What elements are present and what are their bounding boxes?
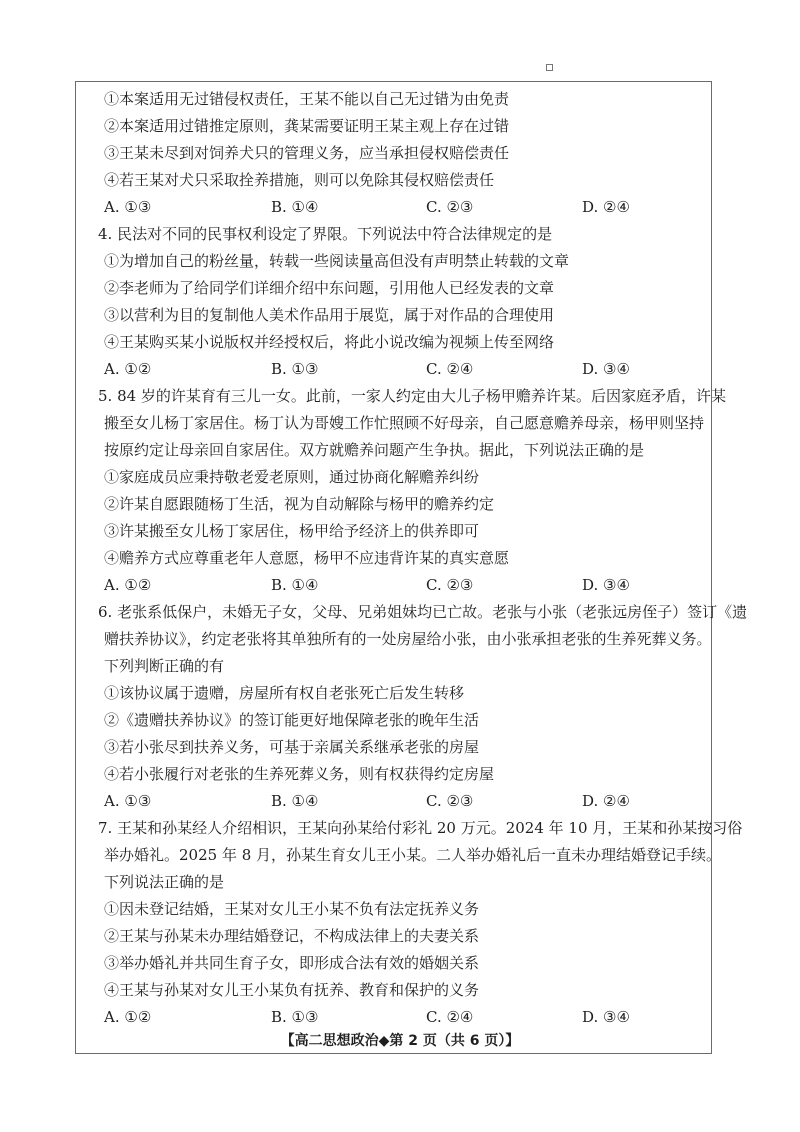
question-4-stem: 4. 民法对不同的民事权利设定了界限。下列说法中符合法律规定的是 — [98, 225, 553, 243]
answer-b: B. ①④ — [271, 576, 319, 594]
answer-c: C. ②④ — [426, 360, 474, 378]
answer-d: D. ③④ — [582, 576, 630, 594]
question-5-option-3: ③许某搬至女儿杨丁家居住，杨甲给予经济上的供养即可 — [104, 522, 480, 540]
question-6-option-1: ①该协议属于遗赠，房屋所有权自老张死亡后发生转移 — [104, 684, 465, 702]
question-3-option-4: ④若王某对犬只采取拴养措施，则可以免除其侵权赔偿责任 — [104, 171, 495, 189]
question-6-stem-line-2: 赠扶养协议》，约定老张将其单独所有的一处房屋给小张，由小张承担老张的生养死葬义务。 — [104, 630, 712, 648]
exam-content — [98, 86, 748, 1031]
answer-c: C. ②③ — [426, 792, 474, 810]
question-5-option-4: ④赡养方式应尊重老年人意愿，杨甲不应违背许某的真实意愿 — [104, 549, 510, 567]
answer-d: D. ②④ — [582, 198, 630, 216]
question-4-answers — [104, 356, 704, 383]
answer-b: B. ①③ — [271, 1008, 319, 1026]
question-7-option-4: ④王某与孙某对女儿王小某负有抚养、教育和保护的义务 — [104, 981, 480, 999]
question-5-stem-line-1: 5. 84 岁的许某育有三儿一女。此前，一家人约定由大儿子杨甲赡养许某。后因家庭矛盾，许某 — [98, 387, 726, 405]
answer-d: D. ③④ — [582, 360, 630, 378]
question-7-options — [104, 896, 704, 1004]
answer-d: D. ③④ — [582, 1008, 630, 1026]
question-3-options — [104, 86, 704, 194]
answer-a: A. ①③ — [104, 792, 152, 810]
question-6-stem-line-1: 6. 老张系低保户，未婚无子女，父母、兄弟姐妹均已亡故。老张与小张（老张远房侄子）签订《遗 — [98, 603, 748, 621]
question-4-options — [104, 248, 704, 356]
question-6-stem-line-3: 下列判断正确的有 — [104, 657, 225, 675]
question-6-options — [104, 680, 704, 788]
answer-b: B. ①④ — [271, 198, 319, 216]
question-5-options — [104, 464, 704, 572]
answer-c: C. ②③ — [426, 576, 474, 594]
answer-a: A. ①③ — [104, 198, 152, 216]
answer-a: A. ①② — [104, 360, 152, 378]
answer-a: A. ①② — [104, 576, 152, 594]
question-7-option-1: ①因未登记结婚，王某对女儿王小某不负有法定抚养义务 — [104, 900, 480, 918]
question-4-option-1: ①为增加自己的粉丝量，转载一些阅读量高但没有声明禁止转载的文章 — [104, 252, 570, 270]
answer-b: B. ①④ — [271, 792, 319, 810]
question-5-stem-line-3: 按原约定让母亲回自家居住。双方就赡养问题产生争执。据此，下列说法正确的是 — [104, 441, 645, 459]
question-3-option-3: ③王某未尽到对饲养犬只的管理义务，应当承担侵权赔偿责任 — [104, 144, 510, 162]
answer-a: A. ①② — [104, 1008, 152, 1026]
question-4-option-4: ④王某购买某小说版权并经授权后，将此小说改编为视频上传至网络 — [104, 333, 555, 351]
question-5-option-2: ②许某自愿跟随杨丁生活，视为自动解除与杨甲的赡养约定 — [104, 495, 495, 513]
page-footer: 【高二思想政治◆第 2 页（共 6 页）】 — [280, 1033, 520, 1049]
question-5-answers — [104, 572, 704, 599]
answer-b: B. ①③ — [271, 360, 319, 378]
question-6-option-4: ④若小张履行对老张的生养死葬义务，则有权获得约定房屋 — [104, 765, 495, 783]
question-3-option-1: ①本案适用无过错侵权责任，王某不能以自己无过错为由免责 — [104, 90, 510, 108]
question-7-option-3: ③举办婚礼并共同生育子女，即形成合法有效的婚姻关系 — [104, 954, 480, 972]
question-7-stem-line-1: 7. 王某和孙某经人介绍相识，王某向孙某给付彩礼 20 万元。2024 年 10 月，王某和孙某按习俗 — [98, 819, 743, 837]
question-6-option-2: ②《遗赠扶养协议》的签订能更好地保障老张的晚年生活 — [104, 711, 480, 729]
question-4-option-3: ③以营利为目的复制他人美术作品用于展览，属于对作品的合理使用 — [104, 306, 555, 324]
answer-c: C. ②③ — [426, 198, 474, 216]
answer-d: D. ②④ — [582, 792, 630, 810]
question-3-option-2: ②本案适用过错推定原则，龚某需要证明王某主观上存在过错 — [104, 117, 510, 135]
question-5-option-1: ①家庭成员应秉持敬老爱老原则，通过协商化解赡养纠纷 — [104, 468, 480, 486]
question-4-option-2: ②李老师为了给同学们详细介绍中东问题，引用他人已经发表的文章 — [104, 279, 555, 297]
question-3-answers — [104, 194, 704, 221]
question-7-option-2: ②王某与孙某未办理结婚登记，不构成法律上的夫妻关系 — [104, 927, 480, 945]
question-7-stem-line-2: 举办婚礼。2025 年 8 月，孙某生育女儿王小某。二人举办婚礼后一直未办理结婚登记手续。 — [104, 846, 722, 864]
question-6-answers — [104, 788, 704, 815]
question-7-stem-line-3: 下列说法正确的是 — [104, 873, 225, 891]
question-7-answers — [104, 1004, 704, 1031]
answer-c: C. ②④ — [426, 1008, 474, 1026]
question-6-option-3: ③若小张尽到扶养义务，可基于亲属关系继承老张的房屋 — [104, 738, 480, 756]
page-corner-mark — [546, 64, 553, 71]
question-5-stem-line-2: 搬至女儿杨丁家居住。杨丁认为哥嫂工作忙照顾不好母亲，自己愿意赡养母亲，杨甲则坚持 — [104, 414, 705, 432]
